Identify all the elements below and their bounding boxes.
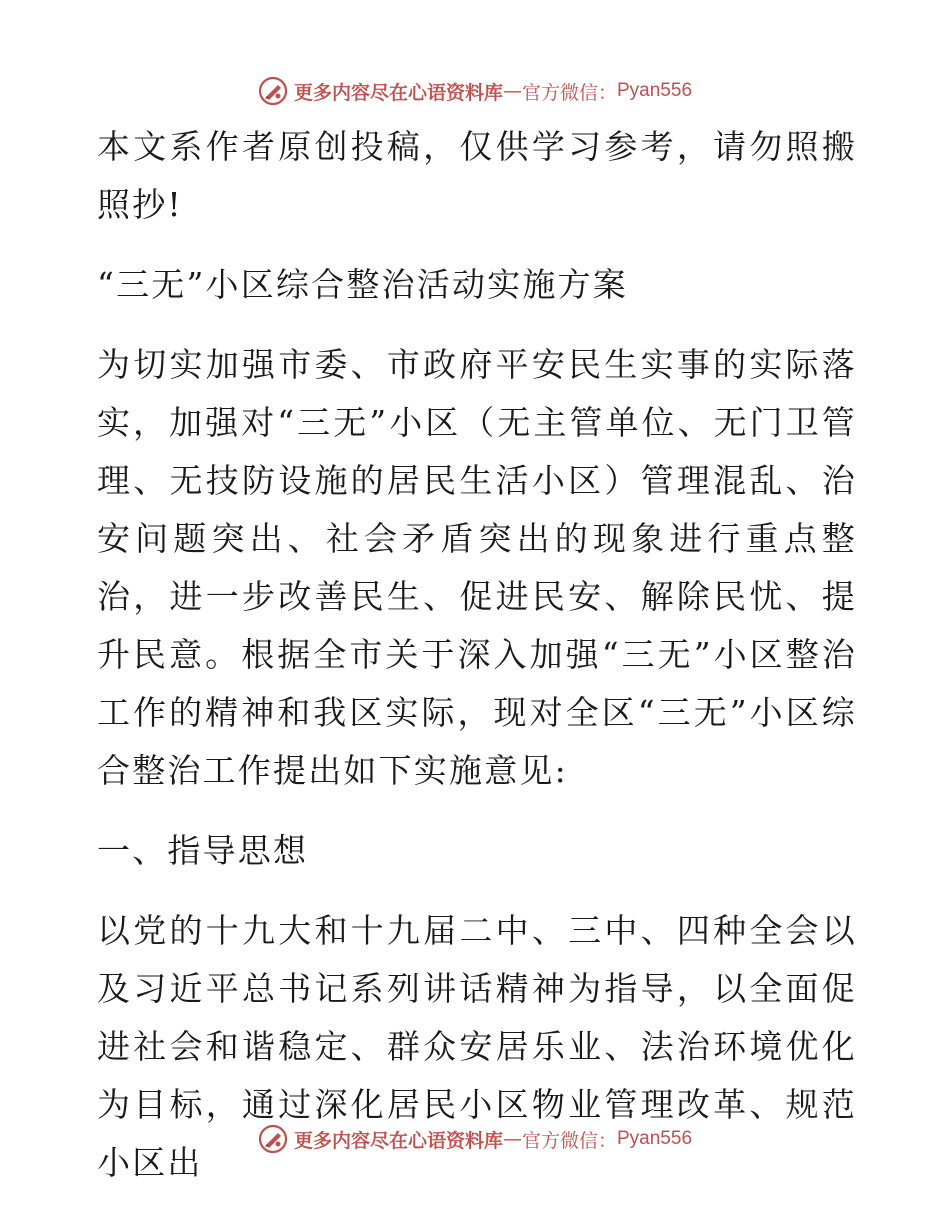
watermark-wechat-label: 官方微信： (521, 1129, 617, 1152)
intro-paragraph: 为切实加强市委、市政府平安民生实事的实际落实，加强对“三无”小区（无主管单位、无门卫管理、无技防设施的居民生活小区）管理混乱、治安问题突出、社会矛盾突出的现象进行重点整治，进一步改善民生、促进民安、解除民忧、提升民意。根据全市关于深入加强“三无”小区整治工作的精神和我区实际，现对全区“三无”小区综合整治工作提出如下实施意见: (97, 345, 857, 790)
library-logo-icon (258, 76, 288, 106)
watermark-dash: — (502, 80, 522, 102)
library-logo-icon (258, 1124, 288, 1154)
watermark-header (0, 71, 950, 111)
section-body-guiding-ideology: 以党的十九大和十九届二中、三中、四种全会以及习近平总书记系列讲话精神为指导，以全面促进社会和谐稳定、群众安居乐业、法治环境优化为目标，通过深化居民小区物业管理改革、规范小区出 (97, 911, 857, 1182)
document-body (97, 118, 857, 1192)
watermark-wechat-id: Pyan556 (617, 1128, 693, 1149)
watermark-wechat-label: 官方微信： (521, 81, 617, 104)
section-heading-guiding-ideology: 一、指导思想 (97, 831, 309, 870)
document-title: “三无”小区综合整治活动实施方案 (97, 265, 628, 304)
watermark-wechat-id: Pyan556 (617, 80, 693, 101)
watermark-main-text: 更多内容尽在心语资料库 (293, 1129, 503, 1152)
watermark-footer (0, 1119, 950, 1159)
watermark-dash: — (502, 1128, 522, 1150)
watermark-main-text: 更多内容尽在心语资料库 (293, 81, 503, 104)
copyright-notice: 本文系作者原创投稿，仅供学习参考，请勿照搬照抄! (97, 127, 857, 224)
